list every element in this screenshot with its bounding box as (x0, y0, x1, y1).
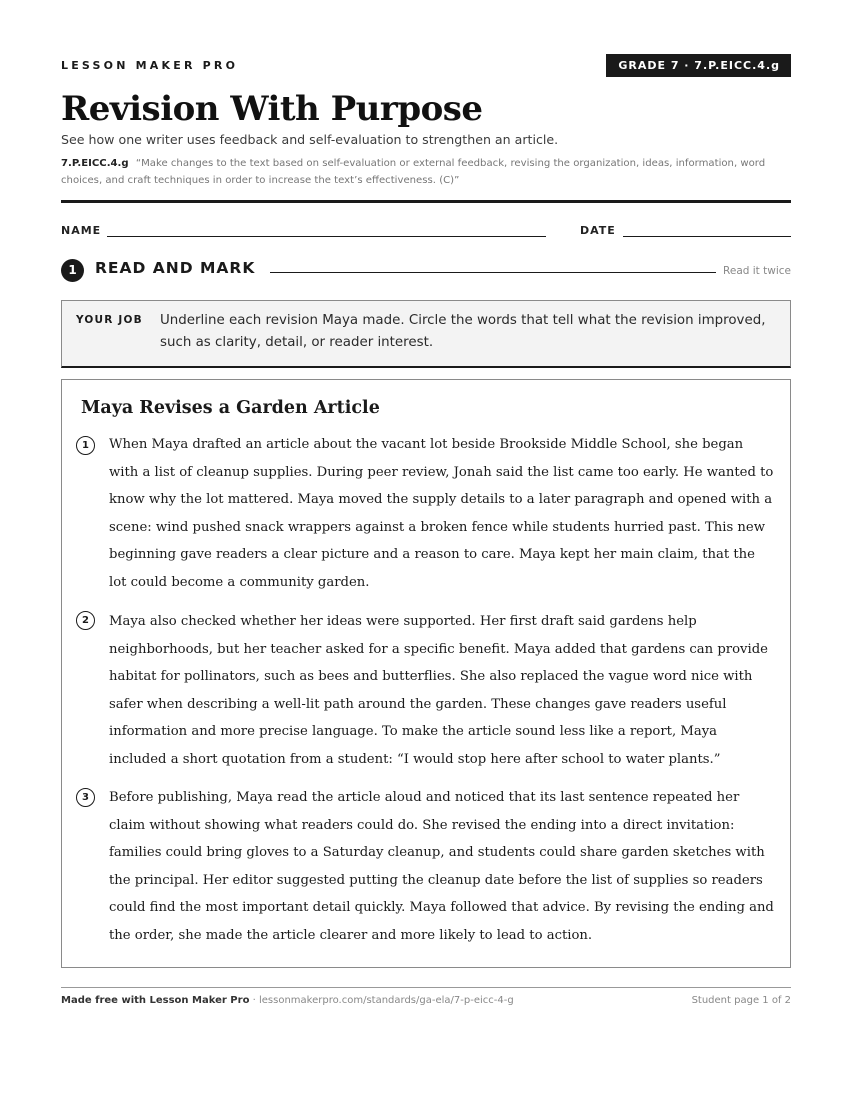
section-rule (270, 272, 716, 273)
name-label: NAME (61, 224, 102, 237)
footer-divider (61, 987, 791, 988)
instructions-label: YOUR JOB (76, 314, 143, 326)
date-field[interactable] (623, 236, 791, 237)
section-title: READ AND MARK (95, 259, 256, 277)
paragraph-number: 2 (76, 611, 95, 630)
footer (61, 995, 791, 1006)
name-field[interactable] (107, 236, 546, 237)
article-paragraph: Before publishing, Maya read the article aloud and noticed that its last sentence repeated her claim without showing what readers could do. She revised the ending into a direct invitation: families could bring gloves to a Saturday cleanup, and students could share garden sketches with the principal. Her editor suggested putting the cleanup date before the list of supplies so readers could find the most important detail quickly. Maya followed that advice. By revising the ending and the order, she made the article clearer and more likely to lead to action. (109, 790, 774, 943)
top-bar (61, 54, 791, 80)
footer-separator: · (249, 995, 259, 1006)
brand-label: LESSON MAKER PRO (61, 59, 239, 72)
paragraph-number: 1 (76, 436, 95, 455)
worksheet-page (61, 54, 791, 968)
section-note: Read it twice (723, 265, 791, 277)
grade-badge: GRADE 7 · 7.P.EICC.4.g (606, 54, 791, 77)
divider (61, 200, 791, 203)
page-title: Revision With Purpose (61, 89, 483, 129)
article-paragraph: When Maya drafted an article about the vacant lot beside Brookside Middle School, she began with a list of cleanup supplies. During peer review, Jonah said the list came too early. He wanted to know why the lot mattered. Maya moved the supply details to a later paragraph and opened with a scene: wind pushed snack wrappers against a broken fence while students hurried past. This new beginning gave readers a clear picture and a reason to care. Maya kept her main claim, that the lot could become a community garden. (109, 437, 774, 590)
name-date-row (61, 221, 791, 253)
section-number: 1 (61, 259, 84, 282)
article-box (61, 379, 791, 968)
paragraph-number: 3 (76, 788, 95, 807)
standard-text: “Make changes to the text based on self-evaluation or external feedback, revising the organization, ideas, information, word choices, and craft techniques in order to increase the text’s effectiveness. (C)” (61, 158, 766, 186)
standard-description (61, 155, 781, 189)
date-label: DATE (580, 224, 616, 237)
footer-url[interactable]: lessonmakerpro.com/standards/ga-ela/7-p-eicc-4-g (258, 995, 514, 1006)
footer-credit: Made free with Lesson Maker Pro (61, 995, 250, 1006)
standard-code: 7.P.EICC.4.g (61, 158, 129, 169)
article-title: Maya Revises a Garden Article (81, 398, 380, 418)
instructions-text: Underline each revision Maya made. Circle the words that tell what the revision improved, such as clarity, detail, or reader interest. (160, 313, 766, 350)
section-header (61, 257, 791, 285)
page-subtitle: See how one writer uses feedback and self-evaluation to strengthen an article. (61, 132, 559, 147)
page-indicator: Student page 1 of 2 (691, 995, 791, 1006)
article-paragraph: Maya also checked whether her ideas were supported. Her first draft said gardens help neighborhoods, but her teacher asked for a specific benefit. Maya added that gardens can provide habitat for pollinators, such as bees and butterflies. She also replaced the vague word nice with safer when describing a well-lit path around the garden. These changes gave readers useful information and more precise language. To make the article sound less like a report, Maya included a short quotation from a student: “I would stop here after school to water plants.” (109, 614, 768, 767)
instructions-box (61, 300, 791, 368)
